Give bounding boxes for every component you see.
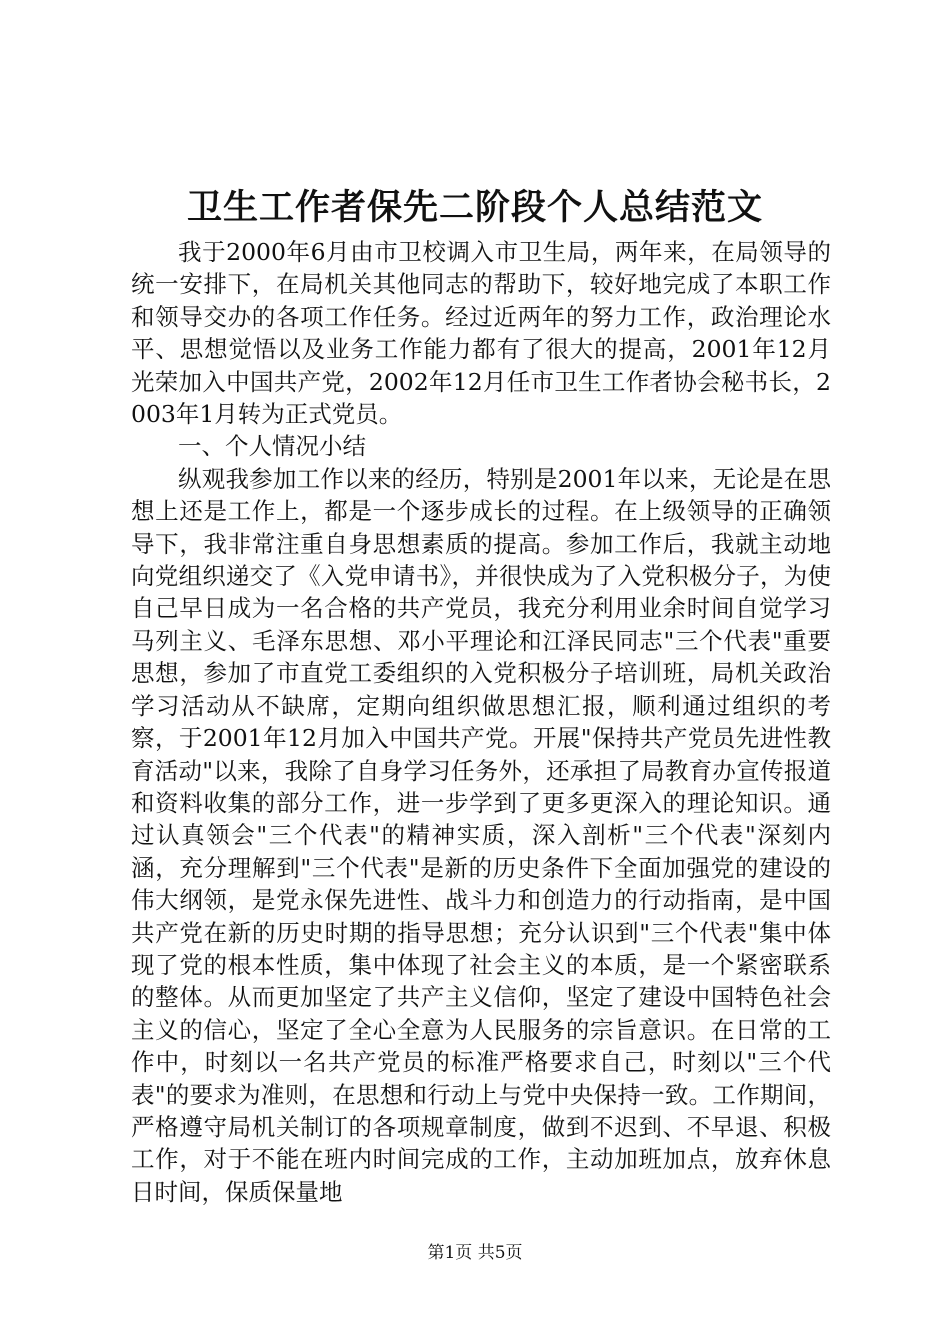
document-body <box>131 236 831 1208</box>
document-title: 卫生工作者保先二阶段个人总结范文 <box>186 187 763 228</box>
intro-paragraph: 我于2000年6月由市卫校调入市卫生局，两年来，在局领导的统一安排下，在局机关其他同志的帮助下，较好地完成了本职工作和领导交办的各项工作任务。经过近两年的努力工作，政治理论水平、思想觉悟以及业务工作能力都有了很大的提高，2001年12月光荣加入中国共产党，2002年12月任市卫生工作者协会秘书长，2003年1月转为正式党员。 <box>131 238 831 429</box>
section-paragraph: 纵观我参加工作以来的经历，特别是2001年以来，无论是在思想上还是工作上，都是一个逐步成长的过程。在上级领导的正确领导下，我非常注重自身思想素质的提高。参加工作后，我就主动地向党组织递交了《入党申请书》，并很快成为了入党积极分子，为使自己早日成为一名合格的共产党员，我充分利用业余时间自觉学习马列主义、毛泽东思想、邓小平理论和江泽民同志"三个代表"重要思想，参加了市直党工委组织的入党积极分子培训班，局机关政治学习活动从不缺席，定期向组织做思想汇报，顺利通过组织的考察，于2001年12月加入中国共产党。开展"保持共产党员先进性教育活动"以来，我除了自身学习任务外，还承担了局教育办宣传报道和资料收集的部分工作，进一步学到了更多更深入的理论知识。通过认真领会"三个代表"的精神实质，深入剖析"三个代表"深刻内涵，充分理解到"三个代表"是新的历史条件下全面加强党的建设的伟大纲领，是党永保先进性、战斗力和创造力的行动指南，是中国共产党在新的历史时期的指导思想；充分认识到"三个代表"集中体现了党的根本性质，集中体现了社会主义的本质，是一个紧密联系的整体。从而更加坚定了共产主义信仰，坚定了建设中国特色社会主义的信心，坚定了全心全意为人民服务的宗旨意识。在日常的工作中，时刻以一名共产党员的标准严格要求自己，时刻以"三个代表"的要求为准则，在思想和行动上与党中央保持一致。工作期间，严格遵守局机关制订的各项规章制度，做到不迟到、不早退、积极工作，对于不能在班内时间完成的工作，主动加班加点，放弃休息日时间，保质保量地 <box>131 464 831 1206</box>
page-footer <box>0 1242 950 1264</box>
page-number-label: 第1页 共5页 <box>427 1243 523 1263</box>
section-heading: 一、个人情况小结 <box>178 432 366 461</box>
